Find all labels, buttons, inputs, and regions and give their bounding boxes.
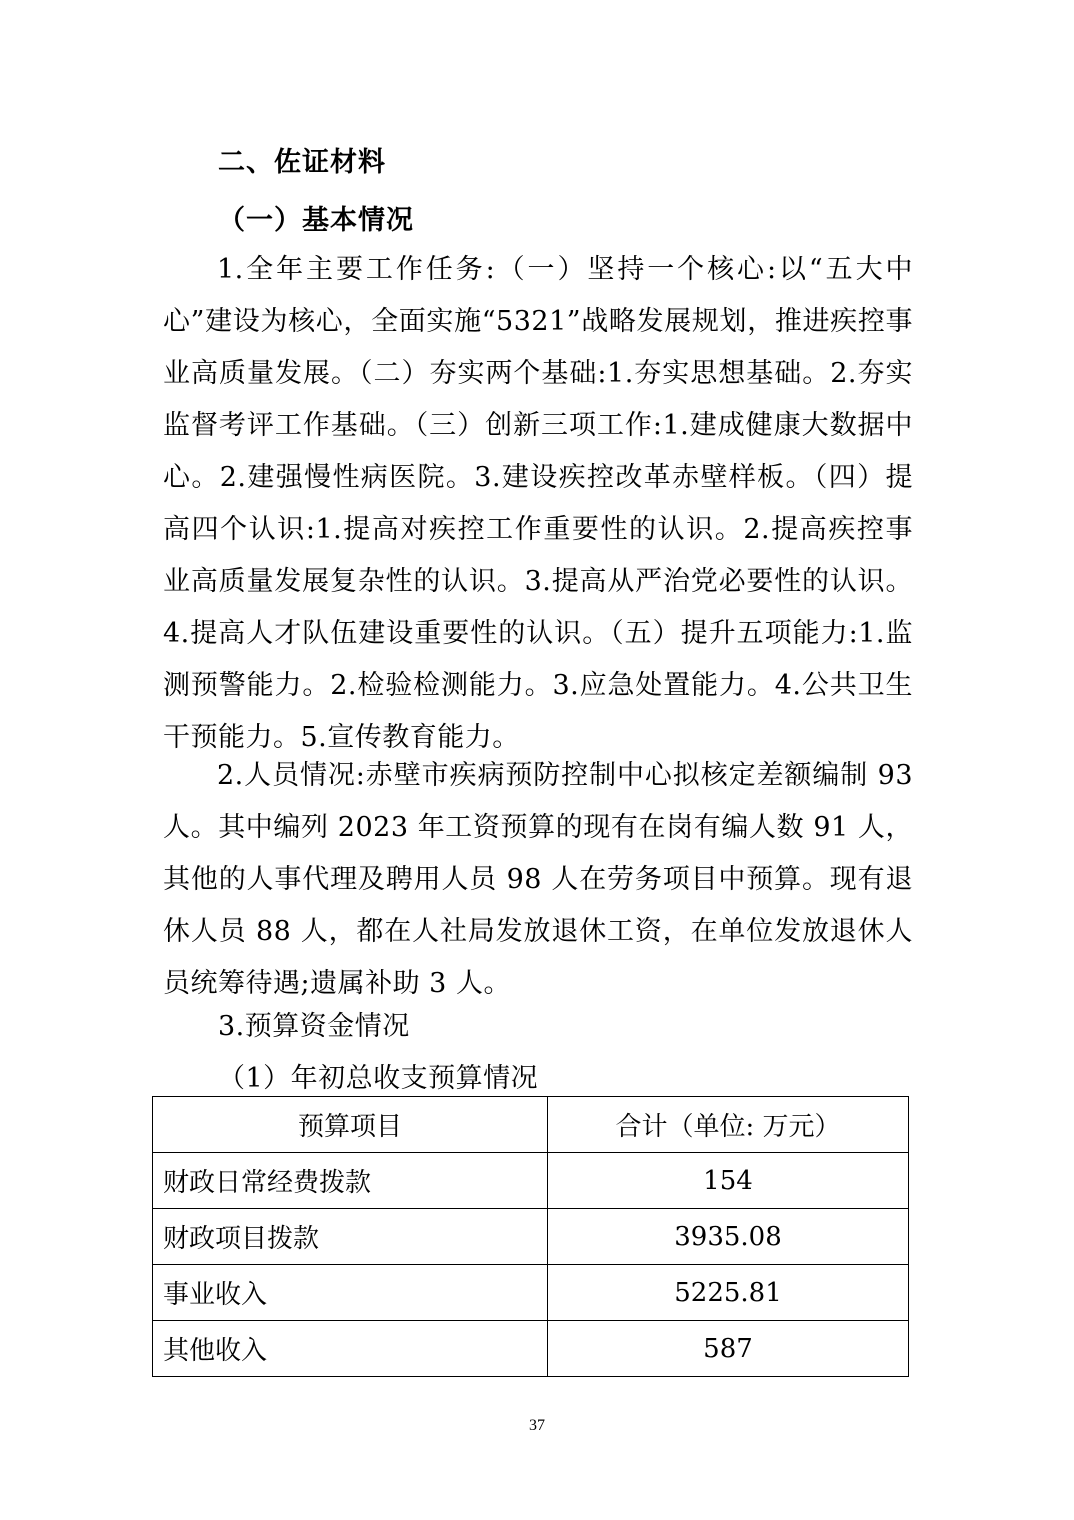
- row-item: 其他收入: [153, 1321, 548, 1377]
- row-amount: 587: [548, 1321, 909, 1377]
- page-number: 37: [529, 1417, 545, 1434]
- section-heading: 二、佐证材料: [218, 147, 386, 178]
- table-row: [153, 1153, 909, 1209]
- row-item: 财政日常经费拨款: [153, 1153, 548, 1209]
- budget-table: [152, 1096, 909, 1377]
- budget-heading: 3.预算资金情况: [218, 1011, 410, 1042]
- row-amount: 5225.81: [548, 1265, 909, 1321]
- budget-subheading: （1）年初总收支预算情况: [218, 1063, 539, 1094]
- row-item: 事业收入: [153, 1265, 548, 1321]
- table-row: [153, 1321, 909, 1377]
- header-total-amount: 合计（单位: 万元）: [548, 1097, 909, 1153]
- header-budget-item: 预算项目: [153, 1097, 548, 1153]
- row-amount: 3935.08: [548, 1209, 909, 1265]
- table-row: [153, 1209, 909, 1265]
- row-amount: 154: [548, 1153, 909, 1209]
- table-row: [153, 1265, 909, 1321]
- subsection-heading: （一）基本情况: [218, 205, 414, 236]
- paragraph-staff-situation: 2.人员情况:赤壁市疾病预防控制中心拟核定差额编制 93 人。其中编列 2023 年工资预算的现有在岗有编人数 91 人，其他的人事代理及聘用人员 98 人在劳务项目中预算。现有退休人员 88 人，都在人社局发放退休工资，在单位发放退休人员统筹待遇;遗属补助 3 人。: [163, 760, 913, 999]
- row-item: 财政项目拨款: [153, 1209, 548, 1265]
- paragraph-main-tasks: 1.全年主要工作任务:（一）坚持一个核心:以“五大中心”建设为核心，全面实施“5321”战略发展规划，推进疾控事业高质量发展。（二）夯实两个基础:1.夯实思想基础。2.夯实监督考评工作基础。（三）创新三项工作:1.建成健康大数据中心。2.建强慢性病医院。3.建设疾控改革赤壁样板。（四）提高四个认识:1.提高对疾控工作重要性的认识。2.提高疾控事业高质量发展复杂性的认识。3.提高从严治党必要性的认识。4.提高人才队伍建设重要性的认识。（五）提升五项能力:1.监测预警能力。2.检验检测能力。3.应急处置能力。4.公共卫生干预能力。5.宣传教育能力。: [163, 254, 913, 753]
- table-header-row: [153, 1097, 909, 1153]
